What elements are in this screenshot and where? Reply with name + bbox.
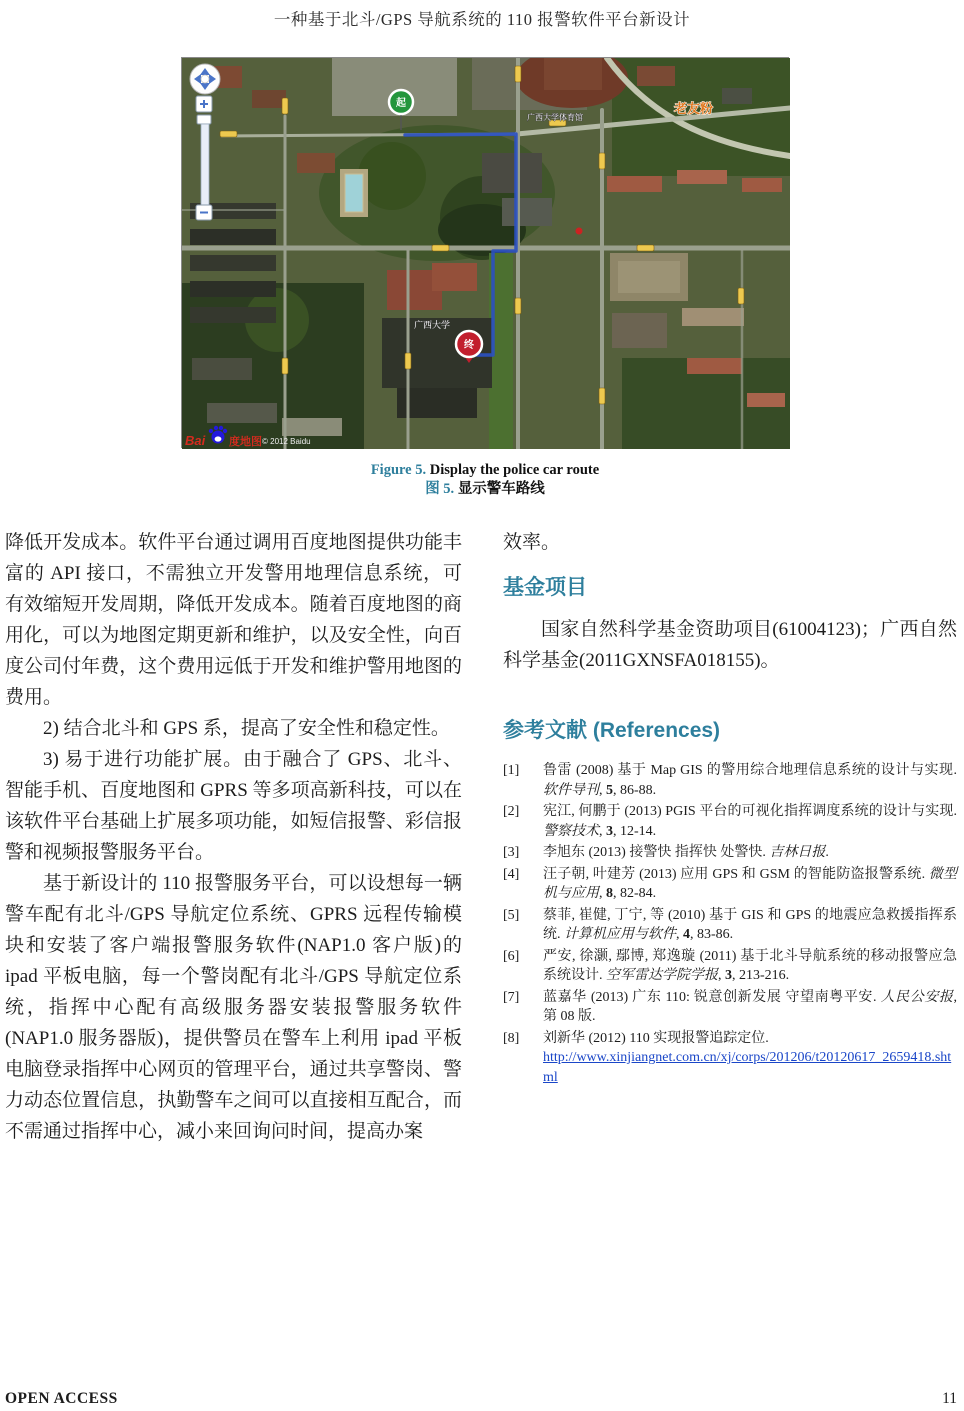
map-canvas[interactable] [182,58,790,449]
baidu-logo-text: Bai [185,433,206,448]
reference-item: [7] 蓝嘉华 (2013) 广东 110: 锐意创新发展 守望南粤平安. 人民公安报, 第 08 版. [503,989,958,1024]
paper-title: 一种基于北斗/GPS 导航系统的 110 报警软件平台新设计 [273,10,691,29]
body-paragraph: 3) 易于进行功能扩展。由于融合了 GPS、北斗、智能手机、百度地图和 GPRS 等多项高新科技，可以在该软件平台基础上扩展多项功能，如短信报警、彩信报警和视频报警服务平台。 [5,749,462,863]
reference-item: [4] 汪子朝, 叶建芳 (2013) 应用 GPS 和 GSM 的智能防盗报警系统. 微型机与应用, 8, 82-84. [503,866,958,901]
figure-caption-label-en: Figure 5. [370,462,427,478]
body-paragraph: 降低开发成本。软件平台通过调用百度地图提供功能丰富的 API 接口，不需独立开发警用地理信息系统，可有效缩短开发周期，降低开发成本。随着百度地图的商用化，可以为地图定期更新和维护，以及安全性，向百度公司付年费，这个费用远低于开发和维护警用地图的费用。 [5,532,462,708]
end-glyph: 终 [464,340,474,351]
right-column [503,527,957,1089]
figure-caption-text-zh: 显示警车路线 [454,481,545,497]
copyright-text: © 2012 Baidu [262,437,311,446]
zoom-slider-handle[interactable] [197,115,211,124]
reference-item: [8] 刘新华 (2012) 110 实现报警追踪定位. http://www.xinjiangnet.com.cn/xj/corps/201206/t20120617_2659418.shtml [503,1030,952,1085]
fund-section-heading: 基金项目 [503,576,587,599]
body-paragraph: 基于新设计的 110 报警服务平台，可以设想每一辆警车配有北斗/GPS 导航定位系统、GPRS 远程传输模块和安装了客户端报警服务软件(NAP1.0 客户版)的 ipad 平板电脑，每一个警岗配有北斗/GPS 导航定位系统，指挥中心配有高级服务器安装报警服务软件(NAP1.0 服务器版)，提供警员在警车上利用 ipad 平板电脑登录指挥中心网页的管理平台，通过共享警岗、警力动态位置信息，执勤警车之间可以直接相互配合，而不需通过指挥中心，减小来回询问时间，提高办案 [5,873,462,1142]
map-pan-control[interactable] [190,64,220,94]
references-section-heading: 参考文献 (References) [503,719,721,742]
reference-url-link[interactable]: http://www.xinjiangnet.com.cn/xj/corps/201206/t20120617_2659418.shtml [543,1050,952,1085]
page-number: 11 [942,1390,957,1407]
zoom-slider-track[interactable] [201,124,209,205]
map-poi-dot [576,228,583,235]
start-glyph: 起 [396,98,406,109]
map-label-gym: 广西大学体育馆 [527,113,583,122]
open-access-label: OPEN ACCESS [5,1390,118,1407]
body-paragraph: 2) 结合北斗和 GPS 系，提高了安全性和稳定性。 [43,718,450,739]
map-label-poi: 老友粉 [674,101,714,116]
figure-map [181,57,789,448]
reference-item: [6] 严安, 徐灏, 鄢博, 郑逸璇 (2011) 基于北斗导航系统的移动报警应急系统设计. 空军雷达学院学报, 3, 213-216. [503,948,957,983]
reference-item: [5] 蔡菲, 崔健, 丁宁, 等 (2010) 基于 GIS 和 GPS 的地震应急救援指挥系统. 计算机应用与软件, 4, 83-86. [503,907,957,942]
figure-caption-text-en: Display the police car route [426,462,600,478]
fund-paragraph: 国家自然科学基金资助项目(61004123)；广西自然科学基金(2011GXNSFA018155)。 [503,619,957,671]
figure-caption-label-zh: 图 5. [425,481,455,497]
baidu-logo-text2: 度地图 [229,436,262,448]
left-column [5,527,462,1147]
reference-item: [2] 宪江, 何鹏于 (2013) PGIS 平台的可视化指挥调度系统的设计与实现. 警察技术, 3, 12-14. [503,804,957,839]
continuation-paragraph: 效率。 [503,532,561,553]
reference-item: [1] 鲁雷 (2008) 基于 Map GIS 的警用综合地理信息系统的设计与实现. 软件导刊, 5, 86-88. [503,763,957,798]
map-label-university: 广西大学 [414,320,451,330]
references-list [503,761,957,1087]
reference-item: [3] 李旭东 (2013) 接警快 指挥快 处警快. 吉林日报. [503,845,829,860]
figure-caption [181,461,789,499]
